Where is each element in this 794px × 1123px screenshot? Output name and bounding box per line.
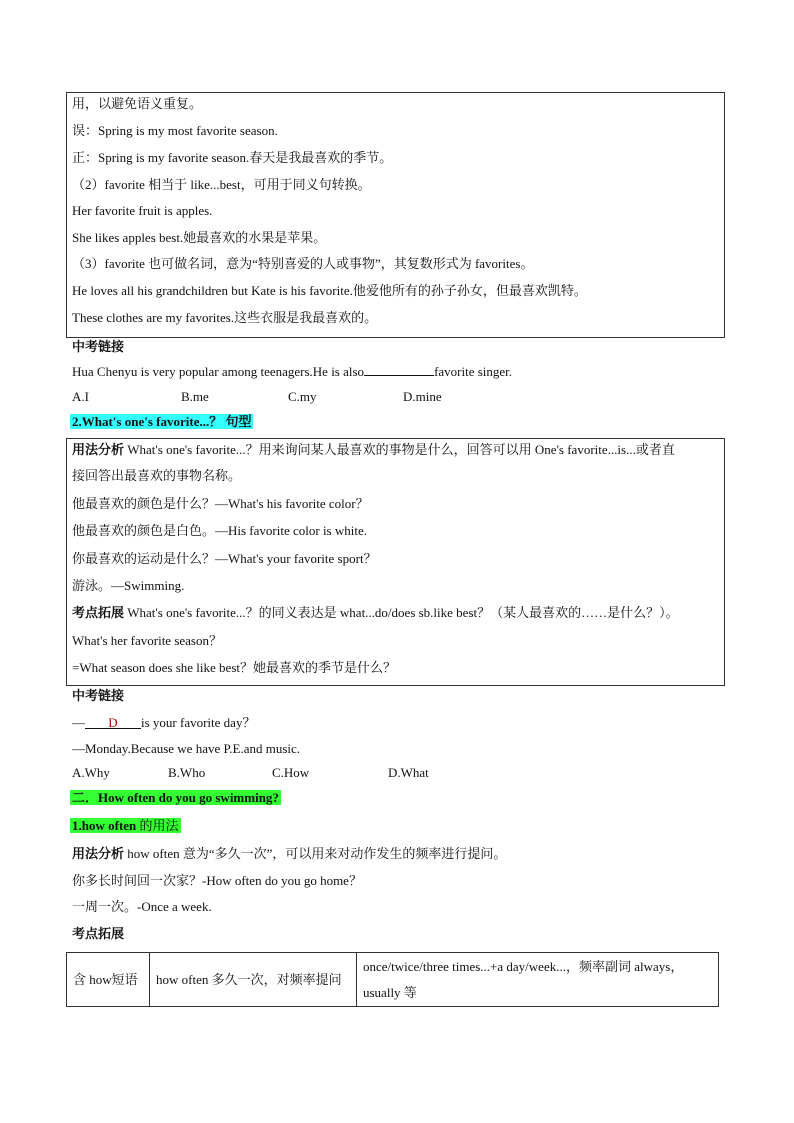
exam-link-heading: 中考链接: [72, 339, 125, 354]
exam-question-2: [72, 714, 255, 732]
extension-table: [66, 952, 719, 1007]
box1-line-4: （2）favorite 相当于 like...best，可用于同义句转换。: [72, 177, 371, 192]
section-heading-text-3: 二．How often do you go swimming?: [72, 790, 279, 805]
option-b-2: B.Who: [168, 765, 206, 780]
usage-analysis: [72, 441, 675, 459]
section-heading-text: 2.What's one's favorite...？ 句型: [72, 414, 252, 429]
answer-letter: D: [108, 715, 118, 730]
box1-line-3: 正：Spring is my favorite season.春天是我最喜欢的季节。: [72, 150, 393, 165]
box1-line-5: Her favorite fruit is apples.: [72, 203, 213, 218]
section3-line-1: 你多长时间回一次家？-How often do you go home？: [72, 873, 362, 888]
question-text-before: Hua Chenyu is very popular among teenagers.He is also: [72, 364, 365, 379]
sub-heading-bold: 1.how often: [72, 818, 137, 833]
usage-text: What's one's favorite...？用来询问某人最喜欢的事物是什么，回答可以用 One's favorite...is...或者直: [124, 442, 675, 457]
extension-label: 考点拓展: [72, 605, 125, 620]
extension: [72, 604, 679, 622]
table-cell-line-2: usually 等: [363, 984, 417, 1000]
sub-heading-how-often: [70, 817, 181, 835]
exam-link-heading-2: 中考链接: [72, 688, 125, 703]
box2-line-4: 游泳。—Swimming.: [72, 578, 185, 593]
box1-line-9: These clothes are my favorites.这些衣服是我最喜欢的。: [72, 310, 378, 325]
box1-line-8: He loves all his grandchildren but Kate is his favorite.他爱他所有的孙子孙女，但最喜欢凯特。: [72, 283, 587, 298]
answer-blank-2: [85, 714, 141, 729]
table-cell-how-often: how often 多久一次，对频率提问: [150, 953, 357, 1007]
option-d-2: D.What: [388, 765, 429, 780]
usage-label-3: 用法分析: [72, 846, 125, 861]
option-c-2: C.How: [272, 765, 310, 780]
section3-line-2: 一周一次。-Once a week.: [72, 899, 212, 914]
sub-heading-text: [70, 818, 181, 833]
exam-question: [72, 363, 512, 381]
question-text-after: favorite singer.: [434, 364, 513, 379]
section-heading-how-often: [70, 789, 281, 807]
usage-label: 用法分析: [72, 442, 125, 457]
option-b: B.me: [181, 389, 209, 404]
box2-line-1: 他最喜欢的颜色是什么？—What's his favorite color？: [72, 496, 369, 511]
table-cell-frequency: [357, 953, 719, 1007]
option-d: D.mine: [403, 389, 442, 404]
box1-line-2: 误：Spring is my most favorite season.: [72, 123, 278, 138]
table-row: [67, 953, 719, 1007]
box1-line-6: She likes apples best.她最喜欢的水果是苹果。: [72, 230, 327, 245]
usage-analysis-3: [72, 845, 506, 863]
sub-heading-rest: 的用法: [136, 818, 179, 833]
extension-heading-3: 考点拓展: [72, 926, 125, 941]
question-text-2: is your favorite day？: [141, 715, 256, 730]
box2-ext-line-1: What's her favorite season？: [72, 633, 222, 648]
option-a: A.I: [72, 389, 89, 404]
option-c: C.my: [288, 389, 317, 404]
reply-line: —Monday.Because we have P.E.and music.: [72, 741, 301, 756]
extension-text: What's one's favorite...？的同义表达是 what...do/does sb.like best？（某人最喜欢的……是什么？）。: [124, 605, 679, 620]
section-heading-favorite-pattern: [70, 413, 253, 431]
option-a-2: A.Why: [72, 765, 110, 780]
box1-line-7: （3）favorite 也可做名词，意为“特别喜爱的人或事物”，其复数形式为 favorites。: [72, 256, 534, 271]
usage-text-3: how often 意为“多久一次”，可以用来对动作发生的频率进行提问。: [124, 846, 507, 861]
box2-ext-line-2: =What season does she like best？她最喜欢的季节是什么？: [72, 660, 396, 675]
question-dash: —: [72, 715, 85, 730]
table-cell-phrase-type: 含 how短语: [67, 953, 150, 1007]
box1-line-1: 用，以避免语义重复。: [72, 96, 203, 111]
table-cell-line-1: once/twice/three times...+a day/week...，频率副词 always，: [363, 958, 684, 974]
box2-line-3: 你最喜欢的运动是什么？—What's your favorite sport？: [72, 551, 377, 566]
box2-line-2: 他最喜欢的颜色是白色。—His favorite color is white.: [72, 523, 367, 538]
answer-blank: [364, 363, 434, 376]
usage-text-continued: 接回答出最喜欢的事物名称。: [72, 468, 242, 483]
